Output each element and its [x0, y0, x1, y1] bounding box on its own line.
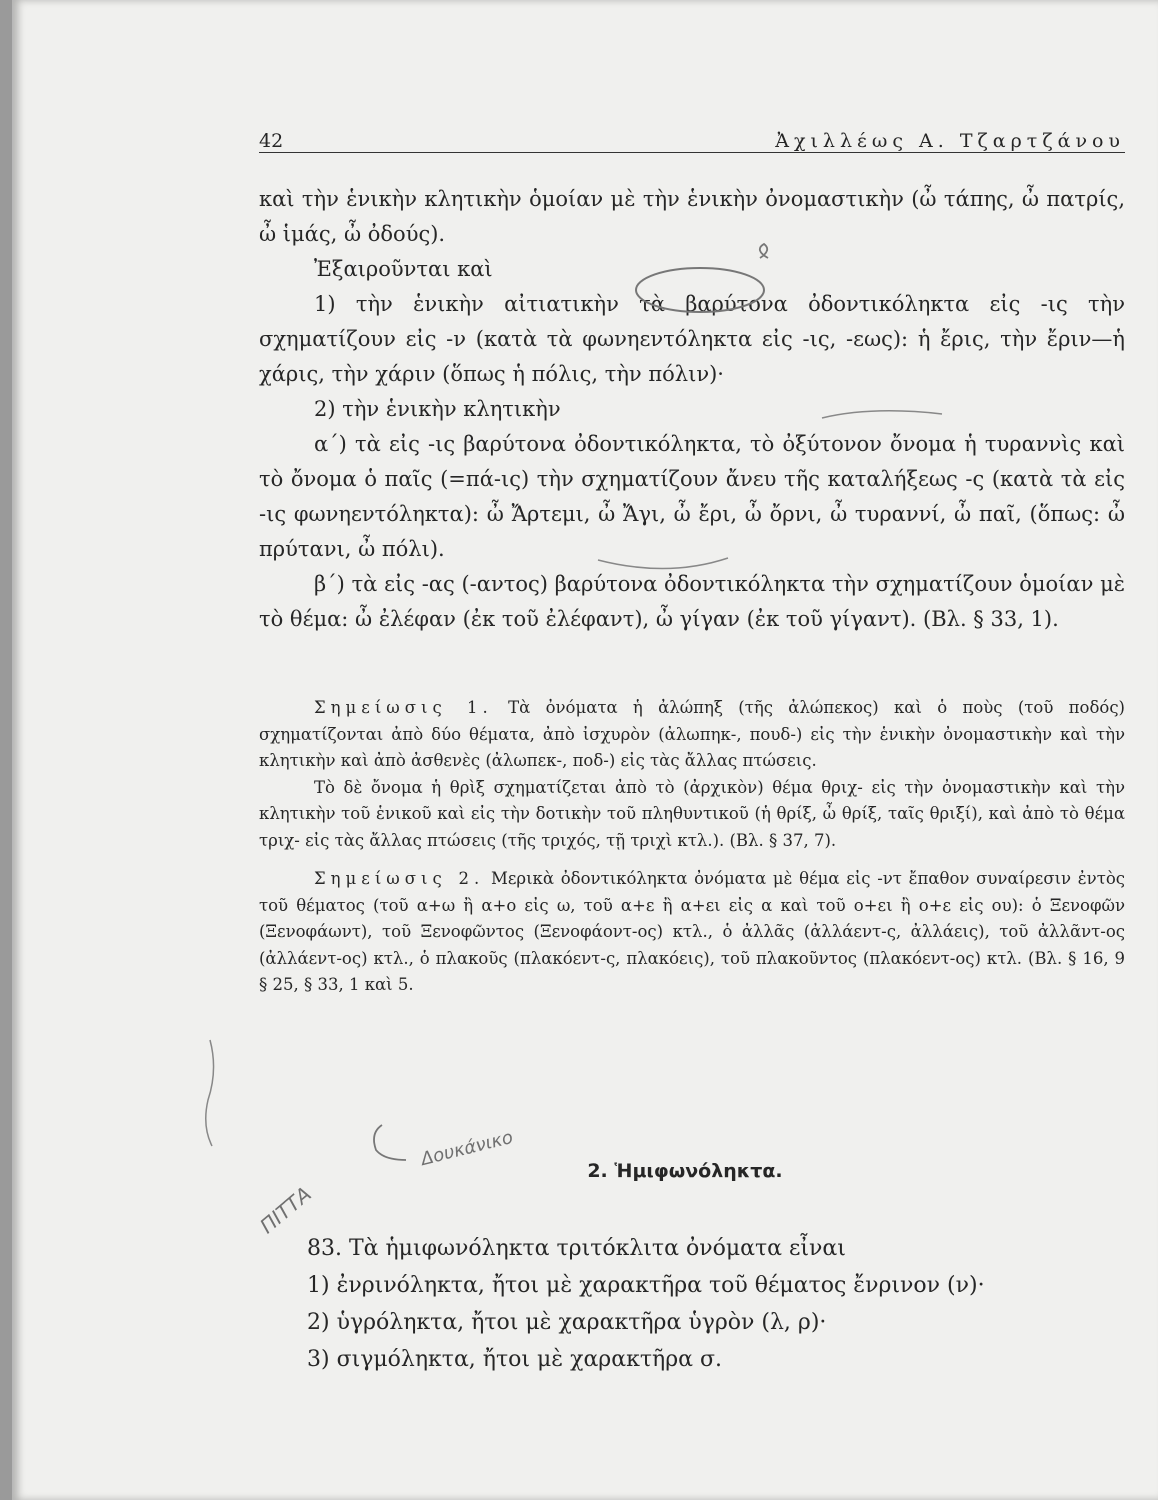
paragraph-accusative-rule: 1) τὴν ἑνικὴν αἰτιατικὴν τὰ βαρύτονα ὀδοντικόληκτα εἰς -ις τὴν σχηματίζουν εἰς -ν (κατὰ τὰ φωνηεντόληκτα εἰς -ις, -εως): ἡ ἔρις, τὴν ἔριν—ἡ χάρις, τὴν χάριν (ὅπως ἡ πόλις, τὴν πόλιν)· [259, 292, 1125, 386]
section-heading: 2. Ἡμιφωνόληκτα. [587, 1160, 783, 1182]
book-page [12, 0, 1158, 1500]
list-item: 1) ἐνρινόληκτα, ἤτοι μὲ χαρακτῆρα τοῦ θέματος ἔνρινον (ν)· [307, 1273, 985, 1298]
list-item: 2) ὑγρόληκτα, ἤτοι μὲ χαρακτῆρα ὑγρὸν (λ, ρ)· [307, 1310, 827, 1335]
underline-mark [598, 558, 728, 569]
circle-annotation [636, 268, 764, 312]
page-number: 42 [259, 130, 284, 152]
paragraph-rule-beta: β΄) τὰ εἰς -ας (-αντος) βαρύτονα ὀδοντικόληκτα τὴν σχηματίζουν ὁμοίαν μὲ τὸ θέμα: ὦ ἐλέφαν (ἐκ τοῦ ἐλέφαντ), ὦ γίγαν (ἐκ τοῦ γίγαντ). (Βλ. § 33, 1). [259, 572, 1125, 631]
note-1-text: Τὰ ὀνόματα ἡ ἀλώπηξ (τῆς ἀλώπεκος) καὶ ὁ ποὺς (τοῦ ποδός) σχηματίζονται ἀπὸ δύο θέματα, ἀπὸ ἰσχυρὸν (ἀλωπηκ-, πουδ-) εἰς τὴν ἑνικὴν ὀνομαστικὴν καὶ τὴν κλητικὴν καὶ ἀπὸ ἀσθενὲς (ἀλωπεκ-, ποδ-) εἰς τὰς ἄλλας πτώσεις. [259, 698, 1125, 770]
list-intro: 83. Τὰ ἡμιφωνόληκτα τριτόκλιτα ὀνόματα εἶναι [307, 1236, 846, 1261]
bracket-mark [374, 1125, 406, 1160]
note-2-label: Σημείωσις 2. [314, 869, 485, 888]
paragraph-vocative-rule: 2) τὴν ἑνικὴν κλητικὴν [314, 397, 561, 421]
handwritten-note-2: ΠΙΤΤΑ [255, 1181, 316, 1239]
margin-stroke [206, 1040, 214, 1146]
pencil-mark [760, 244, 768, 258]
running-title: Ἀχιλλέως Α. Τζαρτζάνου [775, 130, 1125, 152]
note-2-text: Μερικὰ ὀδοντικόληκτα ὀνόματα μὲ θέμα εἰς -ντ ἔπαθον συναίρεσιν ἐντὸς τοῦ θέματος (τοῦ α+ω ἢ α+ο εἰς ω, τοῦ α+ε ἢ α+ει εἰς α καὶ τοῦ ο+ει ἢ ο+ε εἰς ου): ὁ Ξενοφῶν (Ξενοφάωντ), τοῦ Ξενοφῶντος (Ξενοφάοντ-ος) κτλ., ὁ ἀλλᾶς (ἀλλάεντ-ς, ἀλλάεις), τοῦ ἀλλᾶντ-ος (ἀλλάεντ-ος) κτλ., ὁ πλακοῦς (πλακόεντ-ς, πλακόεις), τοῦ πλακοῦντος (πλακόεντ-ος) κτλ. (Βλ. § 16, 9 § 25, § 33, 1 καὶ 5. [259, 869, 1125, 994]
underline-mark [822, 411, 942, 418]
paragraph-rule-alpha: α΄) τὰ εἰς -ις βαρύτονα ὀδοντικόληκτα, τὸ ὀξύτονον ὄνομα ἡ τυραννὶς καὶ τὸ ὄνομα ὁ παῖς (=πά-ις) τὴν σχηματίζουν ἄνευ τῆς καταλήξεως -ς (κατὰ τὰ εἰς -ις φωνηεντόληκτα): ὦ Ἄρτεμι, ὦ Ἄγι, ὦ ἔρι, ὦ ὄρνι, ὦ τυραννί, ὦ παῖ, (ὅπως: ὦ πρύτανι, ὦ πόλι). [259, 432, 1125, 561]
pencil-annotations [12, 0, 1158, 1500]
paragraph-vocative: καὶ τὴν ἑνικὴν κλητικὴν ὁμοίαν μὲ τὴν ἑνικὴν ὀνομαστικὴν (ὦ τάπης, ὦ πατρίς, ὦ ἱμάς, ὦ ὀδούς). [259, 187, 1125, 246]
handwritten-note-1: Δουκάνικο [418, 1126, 516, 1171]
note-1-label: Σημείωσις 1. [314, 698, 493, 717]
note-1b: Τὸ δὲ ὄνομα ἡ θρὶξ σχηματίζεται ἀπὸ τὸ (ἀρχικὸν) θέμα θριχ- εἰς τὴν ὀνομαστικὴν καὶ τὴν κλητικὴν τοῦ ἑνικοῦ καὶ εἰς τὴν δοτικὴν τοῦ πληθυντικοῦ (ἡ θρίξ, ὦ θρίξ, ταῖς θριξί), καὶ ἀπὸ τὸ θέμα τριχ- εἰς τὰς ἄλλας πτώσεις (τῆς τριχός, τῇ τριχὶ κτλ.). (Βλ. § 37, 7). [259, 777, 1125, 850]
paragraph-exceptions-intro: Ἐξαιροῦνται καὶ [314, 257, 493, 281]
list-item: 3) σιγμόληκτα, ἤτοι μὲ χαρακτῆρα σ. [307, 1347, 722, 1372]
